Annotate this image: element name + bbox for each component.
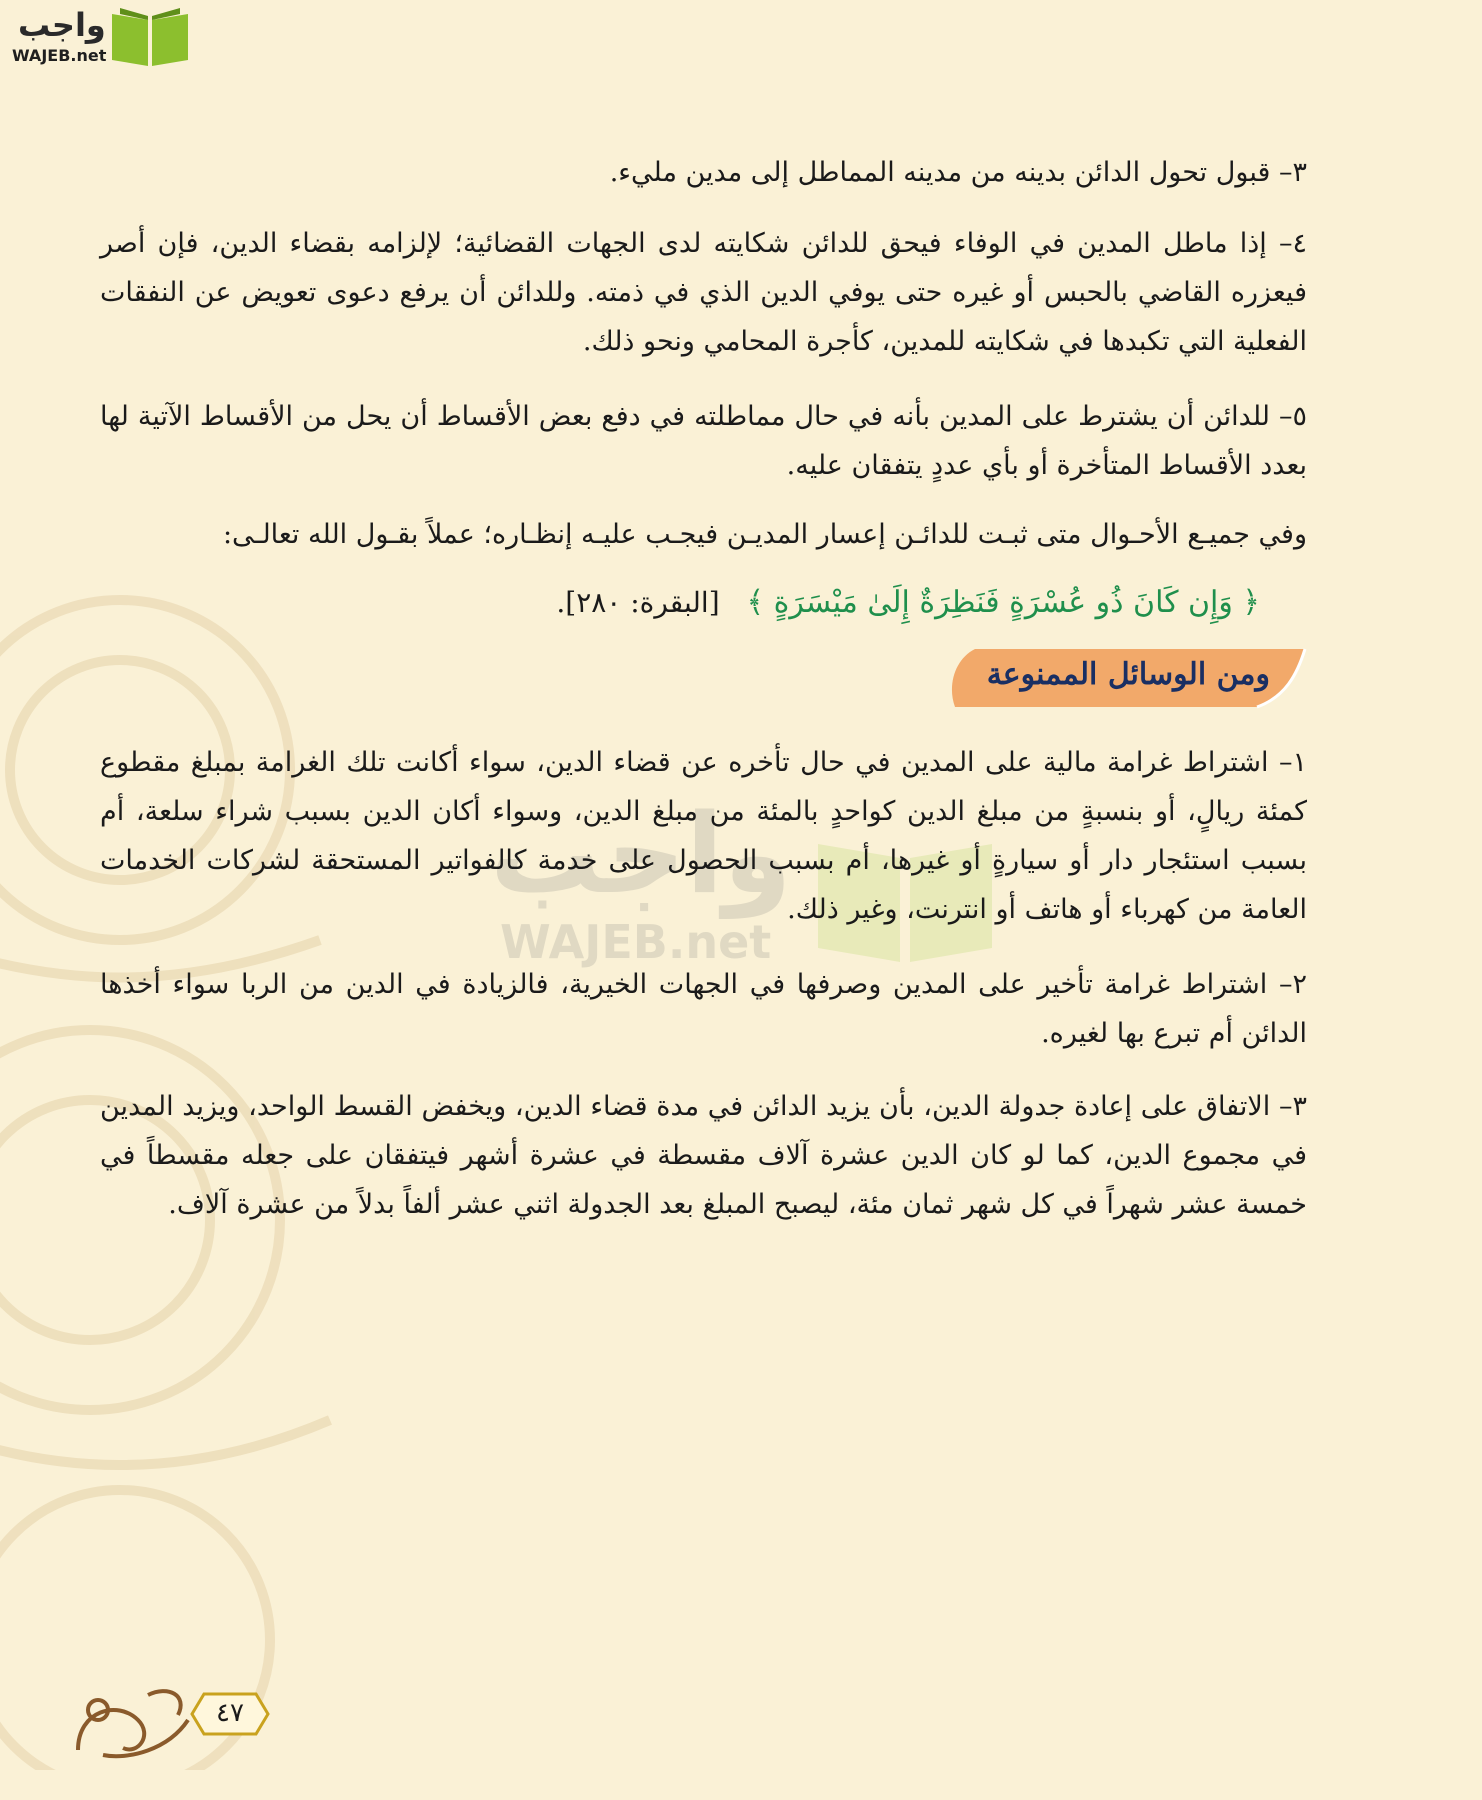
corner-ornament xyxy=(68,1680,198,1765)
verse-reference: [البقرة: ٢٨٠]. xyxy=(556,586,720,619)
paragraph-conclusion: وفي جميـع الأحـوال متى ثبـت للدائـن إعسار المديـن فيجـب عليـه إنظـاره؛ عملاً بقـول الله تعالـى: xyxy=(222,519,1307,550)
forbidden-item-1: ١– اشتراط غرامة مالية على المدين في حال تأخره عن قضاء الدين، سواء أكانت تلك الغرامة بمبلغ مقطوع كمئة ريالٍ، أو بنسبةٍ من مبلغ الدين كواحدٍ بالمئة من مبلغ الدين، وسواء أكان الدين بسبب شراء سلعة، أم بسبب استئجار دار أو سيارةٍ أو غيرها، أم بسبب الحصول على خدمة كالفواتير المستحقة لشركات الخدمات العامة من كهرباء أو هاتف أو انترنت، وغير ذلك. xyxy=(100,747,1307,925)
quran-verse: ﴿ وَإِن كَانَ ذُو عُسْرَةٍ فَنَظِرَةٌ إِلَىٰ مَيْسَرَةٍ ﴾ xyxy=(746,585,1260,620)
quran-verse-line xyxy=(100,578,1260,628)
watermark-latin-text: WAJEB.net xyxy=(500,915,772,969)
paragraph-item-3: ٣– قبول تحول الدائن بدينه من مدينه المماطل إلى مدين مليء. xyxy=(609,157,1307,188)
paragraph-item-5: ٥– للدائن أن يشترط على المدين بأنه في حال مماطلته في دفع بعض الأقساط أن يحل من الأقساط الآتية لها بعدد الأقساط المتأخرة أو بأي عددٍ يتفقان عليه. xyxy=(100,401,1307,481)
section-heading-banner xyxy=(945,645,1310,710)
section-heading: ومن الوسائل الممنوعة xyxy=(986,657,1270,692)
forbidden-item-2: ٢– اشتراط غرامة تأخير على المدين وصرفها في الجهات الخيرية، فالزيادة في الدين من الربا سواء أخذها الدائن أم تبرع بها لغيره. xyxy=(100,969,1307,1049)
page-number: ٤٧ xyxy=(216,1698,244,1728)
logo-latin-text: WAJEB.net xyxy=(12,46,107,65)
logo-arabic-text: واجب xyxy=(18,6,106,44)
book-icon xyxy=(108,6,192,68)
paragraph-item-4: ٤– إذا ماطل المدين في الوفاء فيحق للدائن شكايته لدى الجهات القضائية؛ لإلزامه بقضاء الدين، فإن أصر فيعزره القاضي بالحبس أو غيره حتى يوفي الدين الذي في ذمته. وللدائن أن يرفع دعوى تعويض عن النفقات الفعلية التي تكبدها في شكايته للمدين، كأجرة المحامي ونحو ذلك. xyxy=(100,228,1307,357)
forbidden-item-3: ٣– الاتفاق على إعادة جدولة الدين، بأن يزيد الدائن في مدة قضاء الدين، ويخفض القسط الواحد، ويزيد المدين في مجموع الدين، كما لو كان الدين عشرة آلاف مقسطة في عشرة أشهر فيتفقان على جعله مقسطاً في خمسة عشر شهراً في كل شهر ثمان مئة، ليصبح المبلغ بعد الجدولة اثني عشر ألفاً بدلاً من عشرة آلاف. xyxy=(100,1091,1308,1220)
page-number-badge xyxy=(190,1690,270,1738)
site-logo[interactable] xyxy=(10,4,195,72)
watermark-arabic-text: واجب xyxy=(490,790,792,918)
